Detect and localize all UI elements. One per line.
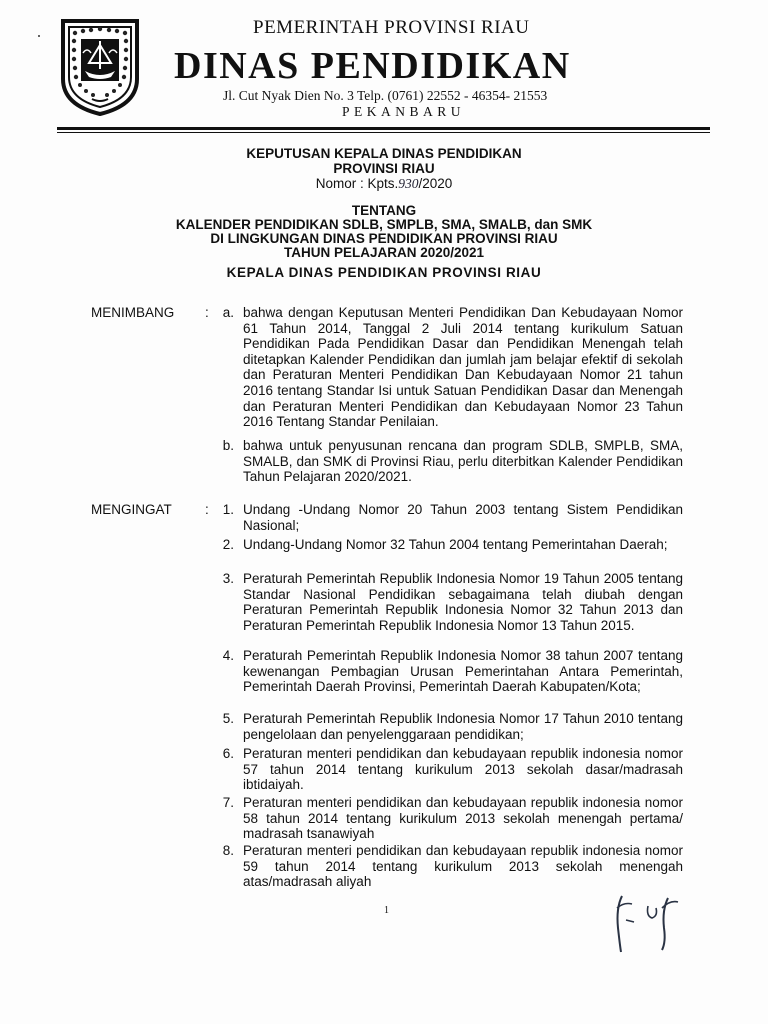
- paraf-initials-icon: [612, 888, 692, 958]
- agency-address: Jl. Cut Nyak Dien No. 3 Telp. (0761) 22552 - 46354- 21553: [223, 88, 548, 103]
- tentang-heading: TENTANG: [351, 203, 417, 218]
- mengingat-mark-5: 5.: [222, 711, 234, 726]
- mengingat-mark-2: 2.: [222, 537, 234, 552]
- decree-number-handwritten: 930: [398, 176, 419, 191]
- menimbang-item-b: bahwa untuk penyusunan rencana dan program SDLB, SMPLB, SMA, SMALB, dan SMK di Provinsi Riau, perlu diterbitkan Kalender Pendidikan Tahun Pelajaran 2020/2021.: [243, 438, 683, 485]
- menimbang-item-a: bahwa dengan Keputusan Menteri Pendidikan Dan Kebudayaan Nomor 61 Tahun 2014, Tanggal 2 Juli 2014 tentang kurikulum Satuan Pendidikan Pada Pendidikan Dasar dan Pendidikan Menengah telah ditetapkan Kalender Pendidikan dan jumlah jam belajar efektif di sekolah dan Peraturan Menteri Pendidikan Dan Kebudayaan Nomor 21 tahun 2016 tentang Standar Isi untuk Satuan Pendidikan Dasar dan Menengah dan Peraturan Menteri Pendidikan dan Kebudayaan Nomor 23 Tahun 2016 Tentang Standar Penilaian.: [243, 305, 683, 430]
- page-number: 1: [384, 905, 389, 916]
- mengingat-mark-8: 8.: [222, 843, 234, 858]
- subject-line-2: DI LINGKUNGAN DINAS PENDIDIKAN PROVINSI RIAU: [210, 231, 558, 246]
- government-name: PEMERINTAH PROVINSI RIAU: [253, 17, 530, 38]
- riau-emblem-icon: [59, 17, 141, 117]
- mengingat-item-2: Undang-Undang Nomor 32 Tahun 2004 tentang Pemerintahan Daerah;: [243, 537, 668, 552]
- mengingat-item-4: Peraturah Pemerintah Republik Indonesia Nomor 38 tahun 2007 tentang kewenangan Pembagian Urusan Pemerintahan Antara Pemerintah, Pemerintah Daerah Provinsi, Pemerintah Daerah Kabupaten/Kota;: [243, 648, 683, 695]
- letterhead-rule-thick: [57, 127, 710, 130]
- mengingat-item-1: Undang -Undang Nomor 20 Tahun 2003 tentang Sistem Pendidikan Nasional;: [243, 502, 683, 533]
- decree-province: PROVINSI RIAU: [333, 161, 435, 176]
- mengingat-mark-7: 7.: [222, 795, 234, 810]
- menimbang-mark-a: a.: [222, 305, 234, 320]
- scan-speck: [38, 35, 40, 37]
- mengingat-item-3: Peraturah Pemerintah Republik Indonesia Nomor 19 Tahun 2005 tentang Standar Nasional Pendidikan sebagaimana telah diubah dengan Peraturan Pemerintah Republik Indonesia Nomor 32 Tahun 2013 dan Peraturan Pemerintah Republik Indonesia Nomor 13 Tahun 2015.: [243, 571, 683, 633]
- mengingat-mark-6: 6.: [222, 746, 234, 761]
- mengingat-item-7: Peraturan menteri pendidikan dan kebudayaan republik indonesia nomor 58 tahun 2014 tentang kurikulum 2013 sekolah menengah pertama/ madrasah tsanawiyah: [243, 795, 683, 842]
- menimbang-mark-b: b.: [222, 438, 234, 453]
- decree-title: KEPUTUSAN KEPALA DINAS PENDIDIKAN: [246, 146, 522, 161]
- agency-city: PEKANBARU: [342, 104, 466, 119]
- mengingat-mark-1: 1.: [222, 502, 234, 517]
- decree-number-suffix: /2020: [418, 176, 453, 191]
- authority-heading: KEPALA DINAS PENDIDIKAN PROVINSI RIAU: [226, 265, 542, 280]
- menimbang-label: MENIMBANG: [91, 305, 175, 320]
- decree-number-prefix: Nomor : Kpts.: [315, 176, 399, 191]
- subject-line-1: KALENDER PENDIDIKAN SDLB, SMPLB, SMA, SMALB, dan SMK: [175, 217, 593, 232]
- mengingat-label: MENGINGAT: [91, 502, 172, 517]
- mengingat-mark-4: 4.: [222, 648, 234, 663]
- mengingat-mark-3: 3.: [222, 571, 234, 586]
- mengingat-colon: :: [205, 502, 209, 517]
- mengingat-item-5: Peraturah Pemerintah Republik Indonesia Nomor 17 Tahun 2010 tentang pengelolaan dan penyelenggaraan pendidikan;: [243, 711, 683, 742]
- mengingat-item-6: Peraturan menteri pendidikan dan kebudayaan republik indonesia nomor 57 tahun 2014 tentang kurikulum 2013 sekolah dasar/madrasah ibtidaiyah.: [243, 746, 683, 793]
- subject-line-3: TAHUN PELAJARAN 2020/2021: [283, 245, 485, 260]
- menimbang-colon: :: [205, 305, 209, 320]
- agency-name: DINAS PENDIDIKAN: [174, 45, 571, 87]
- letterhead-rule-thin: [57, 132, 710, 133]
- mengingat-item-8: Peraturan menteri pendidikan dan kebudayaan republik indonesia nomor 59 tahun 2014 tentang kurikulum 2013 sekolah menengah atas/madrasah aliyah: [243, 843, 683, 890]
- decree-number: [0, 176, 768, 191]
